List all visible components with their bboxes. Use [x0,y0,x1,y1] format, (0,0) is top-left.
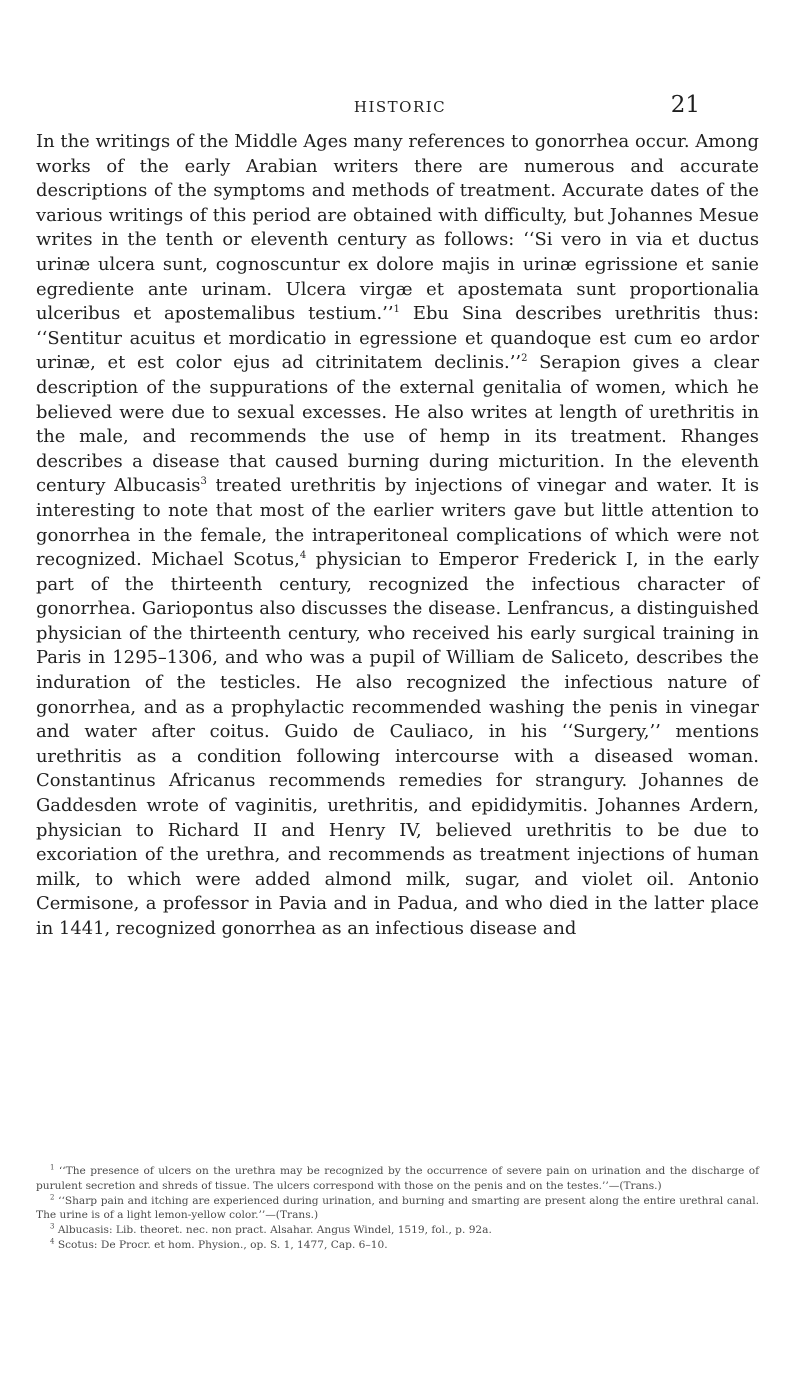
footnote-ref-2[interactable]: 2 [521,353,528,365]
footnote-2 [36,1194,759,1224]
footnote-ref-4[interactable]: 4 [299,550,307,562]
footnote-4 [36,1238,759,1253]
page-number: 21 [670,92,700,118]
footnote-text: Scotus: De Procr. et hom. Physion., op. S. 1, 1477, Cap. 6–10. [54,1238,388,1251]
footnote-mark: 1 [50,1163,55,1172]
footnote-text: Albucasis: Lib. theoret. nec. non pract. Alsahar. Angus Windel, 1519, fol., p. 92a. [54,1224,492,1237]
running-head [36,94,764,120]
footnote-text: ‘‘Sharp pain and itching are experienced during urination, and burning and smarting are present along the entire urethral canal. The urine is of a light lemon-yellow color.’’—(Trans.) [36,1194,759,1222]
footnote-text: ‘‘The presence of ulcers on the urethra may be recognized by the occurrence of severe pain on urination and the discharge of purulent secretion and shreds of tissue. The ulcers correspond with those on the penis and on the testes.’’—(Trans.) [36,1165,759,1192]
footnote-mark: 3 [50,1222,55,1231]
footnote-1 [36,1164,759,1194]
footnote-mark: 4 [50,1237,55,1246]
paragraph-text-part-2: Ebu Sina describes urethritis thus: ‘‘Sentitur acuitus et mordicatio in egressione et quandoque est cum eo ardor urinæ, et est color ejus ad citrinitatem declinis.’’ [36,303,759,374]
footnotes [36,1164,759,1253]
paragraph-text-part-3: Serapion gives a clear description of the suppurations of the external genitalia of women, which he believed were due to sexual excesses. He also writes at length of urethritis in the male, and recommends the use of hemp in its treatment. Rhanges describes a disease that caused burning during micturition. In the eleventh century Albucasis [36,352,759,497]
footnote-ref-3[interactable]: 3 [200,476,207,488]
running-title: HISTORIC [353,98,447,116]
paragraph-text-part-4: treated urethritis by injections of vinegar and water. It is interesting to note that most of the earlier writers gave but little attention to gonorrhea in the female, the intraperitoneal complications of which were not recognized. Michael Scotus, [36,475,760,571]
footnote-ref-1[interactable]: 1 [393,304,400,316]
paragraph-text-part-5: physician to Emperor Frederick I, in the early part of the thirteenth century, recognized the infectious character of gonorrhea. Gariopontus also discusses the disease. Lenfrancus, a distinguished physician of the thirteenth century, who received his early surgical training in Paris in 1295–1306, and who was a pupil of William de Saliceto, describes the induration of the testicles. He also recognized the infectious nature of gonorrhea, and as a prophylactic recommended washing the penis in vinegar and water after coitus. Guido de Cauliaco, in his ‘‘Surgery,’’ mentions urethritis as a condition following intercourse with a diseased woman. Constantinus Africanus recommends remedies for strangury. Johannes de Gaddesden wrote of vaginitis, urethritis, and epididymitis. Johannes Ardern, physician to Richard II and Henry IV, believed urethritis to be due to excoriation of the urethra, and recommends as treatment injections of human milk, to which were added almond milk, sugar, and violet oil. Antonio Cermisone, a professor in Pavia and in Padua, and who died in the latter place in 1441, recognized gonorrhea as an infectious disease and [36,549,759,939]
footnote-mark: 2 [50,1193,55,1202]
footnote-3 [36,1223,759,1238]
paragraph-text-part-1: In the writings of the Middle Ages many references to gonorrhea occur. Among works of the early Arabian writers there are numerous and accurate descriptions of the symptoms and methods of treatment. Accurate dates of the various writings of this period are obtained with difficulty, but Johannes Mesue writes in the tenth or eleventh century as follows: ‘‘Si vero in via et ductus urinæ ulcera sunt, cognoscuntur ex dolore majis in urinæ egrissione et sanie egrediente ante urinam. Ulcera virgæ et apostemata sunt proportionalia ulceribus et apostemalibus testium.’’ [36,131,759,325]
body-paragraph [36,130,759,942]
